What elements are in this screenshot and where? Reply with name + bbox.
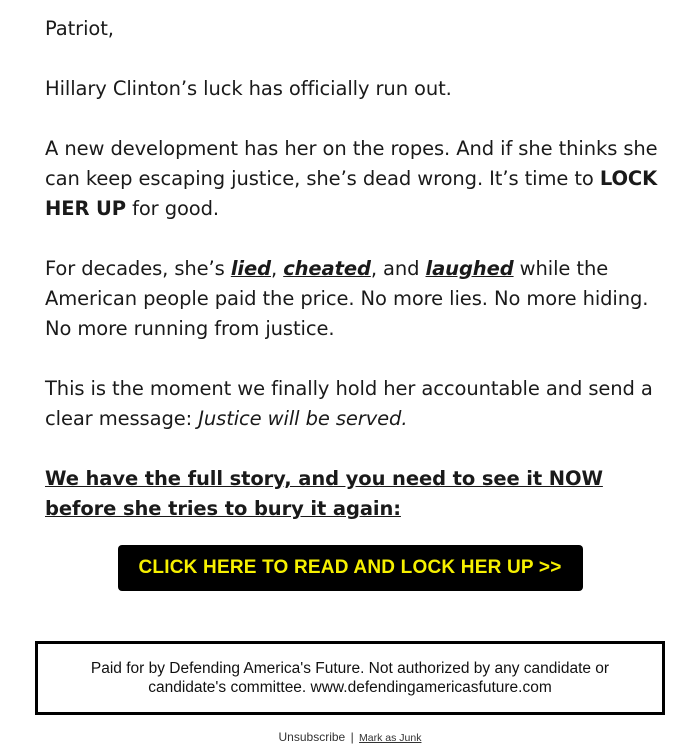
paragraph-decades xyxy=(45,254,665,344)
paragraph-development-text-1: A new development has her on the ropes. And if she thinks she can keep escaping justice, she’s dead wrong. It’s time to xyxy=(45,137,658,190)
emphasis-lied: lied xyxy=(230,257,271,280)
unsubscribe-link[interactable]: Unsubscribe xyxy=(278,730,346,744)
justice-italic: Justice will be served. xyxy=(198,407,408,430)
paragraph-decades-text-1: For decades, she’s xyxy=(45,257,231,280)
greeting: Patriot, xyxy=(45,17,114,40)
email-body xyxy=(45,14,665,524)
paragraph-development xyxy=(45,134,665,224)
paragraph-accountable-text: This is the moment we finally hold her accountable and send a clear message: xyxy=(45,377,653,430)
emphasis-laughed: laughed xyxy=(425,257,514,280)
comma-separator: , xyxy=(270,257,284,280)
paragraph-development-text-2: for good. xyxy=(125,197,220,220)
paragraph-accountable xyxy=(45,374,665,434)
mark-as-junk-link[interactable]: Mark as Junk xyxy=(359,732,422,744)
footer-links xyxy=(0,730,700,744)
paragraph-decades-text-2: while the American people paid the price. No more lies. No more hiding. No more running from justice. xyxy=(45,257,649,340)
cta-heading: We have the full story, and you need to see it NOW before she tries to bury it again: xyxy=(45,467,603,520)
paid-for-disclaimer xyxy=(35,641,665,715)
footer-separator: | xyxy=(350,730,354,744)
and-separator: , and xyxy=(370,257,426,280)
read-and-lock-her-up-button[interactable]: CLICK HERE TO READ AND LOCK HER UP >> xyxy=(118,545,583,591)
disclaimer-text: Paid for by Defending America's Future. Not authorized by any candidate or candidate's committee. www.defendingamericasfuture.com xyxy=(90,660,610,696)
emphasis-cheated: cheated xyxy=(283,257,371,280)
paragraph-intro: Hillary Clinton’s luck has officially run out. xyxy=(45,77,452,100)
cta-container xyxy=(0,545,700,591)
lock-her-up-bold: LOCK HER UP xyxy=(45,167,658,220)
